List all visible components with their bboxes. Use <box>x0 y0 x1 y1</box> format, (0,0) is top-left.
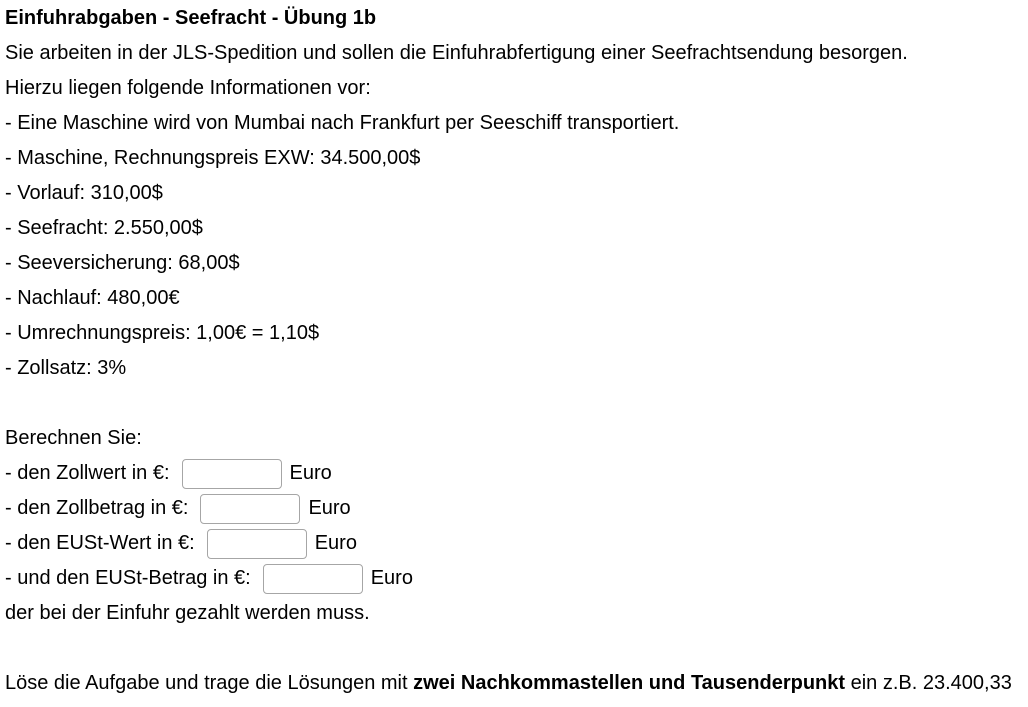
task-footer: der bei der Einfuhr gezahlt werden muss. <box>5 602 370 624</box>
eust-betrag-euro-suffix: Euro <box>370 567 413 589</box>
fact-umrechnungspreis: - Umrechnungspreis: 1,00€ = 1,10$ <box>5 322 320 344</box>
intro-line-1: Sie arbeiten in der JLS-Spedition und sollen die Einfuhrabfertigung einer Seefrachtsendung besorgen. <box>5 42 908 64</box>
task-heading: Berechnen Sie: <box>5 427 142 449</box>
format-note-bold: zwei Nachkommastellen und Tausenderpunkt <box>413 672 846 694</box>
fact-zollsatz: - Zollsatz: 3% <box>5 357 127 379</box>
eust-wert-input[interactable] <box>207 529 307 559</box>
page-title: Einfuhrabgaben - Seefracht - Übung 1b <box>5 7 377 29</box>
format-note <box>5 666 1028 701</box>
field-row-zollbetrag <box>5 491 1028 526</box>
fact-seefracht: - Seefracht: 2.550,00$ <box>5 217 203 239</box>
field-row-eust-betrag <box>5 561 1028 596</box>
zollwert-euro-suffix: Euro <box>289 462 332 484</box>
fact-vorlauf: - Vorlauf: 310,00$ <box>5 182 163 204</box>
zollwert-input[interactable] <box>182 459 282 489</box>
zollwert-label: - den Zollwert in €: <box>5 462 170 484</box>
eust-wert-label: - den EUSt-Wert in €: <box>5 532 195 554</box>
eust-betrag-label: - und den EUSt-Betrag in €: <box>5 567 251 589</box>
fact-transport: - Eine Maschine wird von Mumbai nach Frankfurt per Seeschiff transportiert. <box>5 112 680 134</box>
fact-nachlauf: - Nachlauf: 480,00€ <box>5 287 180 309</box>
eust-betrag-input[interactable] <box>263 564 363 594</box>
field-row-zollwert <box>5 456 1028 491</box>
zollbetrag-input[interactable] <box>200 494 300 524</box>
format-note-pre: Löse die Aufgabe und trage die Lösungen mit <box>5 672 414 694</box>
fact-seeversicherung: - Seeversicherung: 68,00$ <box>5 252 240 274</box>
intro-line-2: Hierzu liegen folgende Informationen vor: <box>5 77 371 99</box>
field-row-eust-wert <box>5 526 1028 561</box>
fact-rechnungspreis: - Maschine, Rechnungspreis EXW: 34.500,00$ <box>5 147 421 169</box>
zollbetrag-euro-suffix: Euro <box>308 497 351 519</box>
zollbetrag-label: - den Zollbetrag in €: <box>5 497 189 519</box>
eust-wert-euro-suffix: Euro <box>314 532 357 554</box>
format-note-post: ein z.B. 23.400,33 <box>845 672 1012 694</box>
